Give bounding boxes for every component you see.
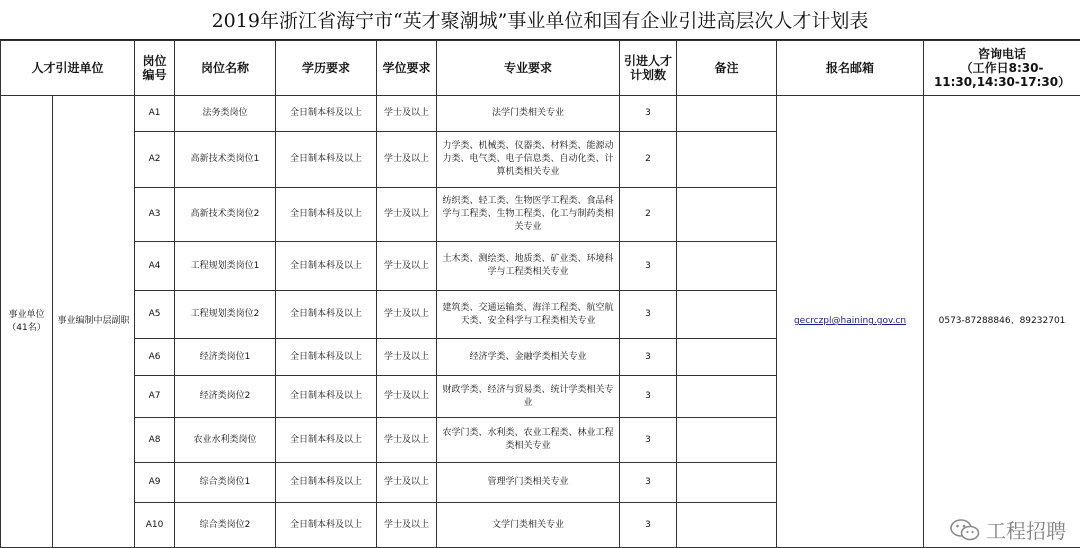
header-unit: 人才引进单位 bbox=[1, 41, 135, 96]
cell-code: A7 bbox=[135, 376, 175, 418]
unit-main-cell: 事业单位（41名） bbox=[1, 96, 53, 548]
cell-position: 综合类岗位2 bbox=[175, 503, 276, 548]
cell-degree: 学士及以上 bbox=[377, 463, 437, 503]
cell-code: A3 bbox=[135, 188, 175, 242]
cell-note bbox=[677, 242, 777, 291]
cell-count: 3 bbox=[620, 418, 677, 463]
cell-major: 管理学门类相关专业 bbox=[437, 463, 620, 503]
header-phone-title: 咨询电话 bbox=[927, 47, 1077, 61]
header-note: 备注 bbox=[677, 41, 777, 96]
cell-position: 高新技术类岗位2 bbox=[175, 188, 276, 242]
cell-count: 2 bbox=[620, 188, 677, 242]
header-row bbox=[1, 41, 1080, 96]
cell-count: 3 bbox=[620, 463, 677, 503]
cell-education: 全日制本科及以上 bbox=[276, 376, 377, 418]
cell-degree: 学士及以上 bbox=[377, 242, 437, 291]
cell-major: 法学门类相关专业 bbox=[437, 96, 620, 132]
unit-sub-cell: 事业编制中层副职 bbox=[53, 96, 135, 548]
cell-education: 全日制本科及以上 bbox=[276, 132, 377, 188]
header-count: 引进人才计划数 bbox=[620, 41, 677, 96]
cell-degree: 学士及以上 bbox=[377, 376, 437, 418]
header-email: 报名邮箱 bbox=[777, 41, 924, 96]
cell-major: 经济学类、金融学类相关专业 bbox=[437, 339, 620, 376]
cell-note bbox=[677, 418, 777, 463]
header-phone-hours: （工作日8:30-11:30,14:30-17:30） bbox=[927, 61, 1077, 89]
cell-degree: 学士及以上 bbox=[377, 132, 437, 188]
header-phone bbox=[924, 41, 1080, 96]
cell-education: 全日制本科及以上 bbox=[276, 242, 377, 291]
cell-degree: 学士及以上 bbox=[377, 291, 437, 339]
cell-position: 综合类岗位1 bbox=[175, 463, 276, 503]
cell-note bbox=[677, 503, 777, 548]
cell-major: 财政学类、经济与贸易类、统计学类相关专业 bbox=[437, 376, 620, 418]
cell-education: 全日制本科及以上 bbox=[276, 96, 377, 132]
cell-education: 全日制本科及以上 bbox=[276, 503, 377, 548]
cell-code: A8 bbox=[135, 418, 175, 463]
talent-plan-table bbox=[0, 40, 1080, 548]
cell-education: 全日制本科及以上 bbox=[276, 418, 377, 463]
cell-major: 农学门类、水利类、农业工程类、林业工程类相关专业 bbox=[437, 418, 620, 463]
header-degree: 学位要求 bbox=[377, 41, 437, 96]
cell-note bbox=[677, 291, 777, 339]
email-link[interactable]: gecrczpl@haining.gov.cn bbox=[794, 316, 906, 326]
cell-degree: 学士及以上 bbox=[377, 503, 437, 548]
watermark bbox=[950, 515, 1066, 544]
wechat-icon bbox=[950, 519, 980, 541]
cell-note bbox=[677, 132, 777, 188]
cell-count: 3 bbox=[620, 242, 677, 291]
cell-degree: 学士及以上 bbox=[377, 188, 437, 242]
cell-education: 全日制本科及以上 bbox=[276, 291, 377, 339]
cell-position: 高新技术类岗位1 bbox=[175, 132, 276, 188]
cell-code: A4 bbox=[135, 242, 175, 291]
watermark-text: 工程招聘 bbox=[986, 515, 1066, 544]
header-major: 专业要求 bbox=[437, 41, 620, 96]
cell-position: 工程规划类岗位2 bbox=[175, 291, 276, 339]
cell-count: 3 bbox=[620, 503, 677, 548]
cell-education: 全日制本科及以上 bbox=[276, 339, 377, 376]
table-row bbox=[1, 96, 1080, 132]
cell-degree: 学士及以上 bbox=[377, 339, 437, 376]
page-title: 2019年浙江省海宁市“英才聚潮城”事业单位和国有企业引进高层次人才计划表 bbox=[0, 0, 1080, 40]
cell-major: 力学类、机械类、仪器类、材料类、能源动力类、电气类、电子信息类、自动化类、计算机类相关专业 bbox=[437, 132, 620, 188]
cell-major: 土木类、测绘类、地质类、矿业类、环境科学与工程类相关专业 bbox=[437, 242, 620, 291]
cell-code: A9 bbox=[135, 463, 175, 503]
cell-position: 经济类岗位2 bbox=[175, 376, 276, 418]
cell-major: 纺织类、轻工类、生物医学工程类、食品科学与工程类、生物工程类、化工与制药类相关专业 bbox=[437, 188, 620, 242]
cell-position: 法务类岗位 bbox=[175, 96, 276, 132]
cell-note bbox=[677, 339, 777, 376]
cell-code: A5 bbox=[135, 291, 175, 339]
cell-count: 3 bbox=[620, 96, 677, 132]
cell-major: 建筑类、交通运输类、海洋工程类、航空航天类、安全科学与工程类相关专业 bbox=[437, 291, 620, 339]
cell-position: 经济类岗位1 bbox=[175, 339, 276, 376]
cell-note bbox=[677, 188, 777, 242]
cell-major: 文学门类相关专业 bbox=[437, 503, 620, 548]
email-cell bbox=[777, 96, 924, 548]
header-education: 学历要求 bbox=[276, 41, 377, 96]
cell-count: 3 bbox=[620, 339, 677, 376]
cell-note bbox=[677, 376, 777, 418]
cell-code: A10 bbox=[135, 503, 175, 548]
cell-note bbox=[677, 96, 777, 132]
cell-count: 3 bbox=[620, 291, 677, 339]
cell-count: 3 bbox=[620, 376, 677, 418]
cell-degree: 学士及以上 bbox=[377, 96, 437, 132]
cell-code: A6 bbox=[135, 339, 175, 376]
cell-position: 农业水利类岗位 bbox=[175, 418, 276, 463]
cell-education: 全日制本科及以上 bbox=[276, 188, 377, 242]
cell-position: 工程规划类岗位1 bbox=[175, 242, 276, 291]
phone-cell: 0573-87288846、89232701 bbox=[924, 96, 1080, 548]
cell-note bbox=[677, 463, 777, 503]
cell-code: A1 bbox=[135, 96, 175, 132]
cell-degree: 学士及以上 bbox=[377, 418, 437, 463]
header-code: 岗位编号 bbox=[135, 41, 175, 96]
cell-code: A2 bbox=[135, 132, 175, 188]
header-position: 岗位名称 bbox=[175, 41, 276, 96]
cell-education: 全日制本科及以上 bbox=[276, 463, 377, 503]
cell-count: 2 bbox=[620, 132, 677, 188]
